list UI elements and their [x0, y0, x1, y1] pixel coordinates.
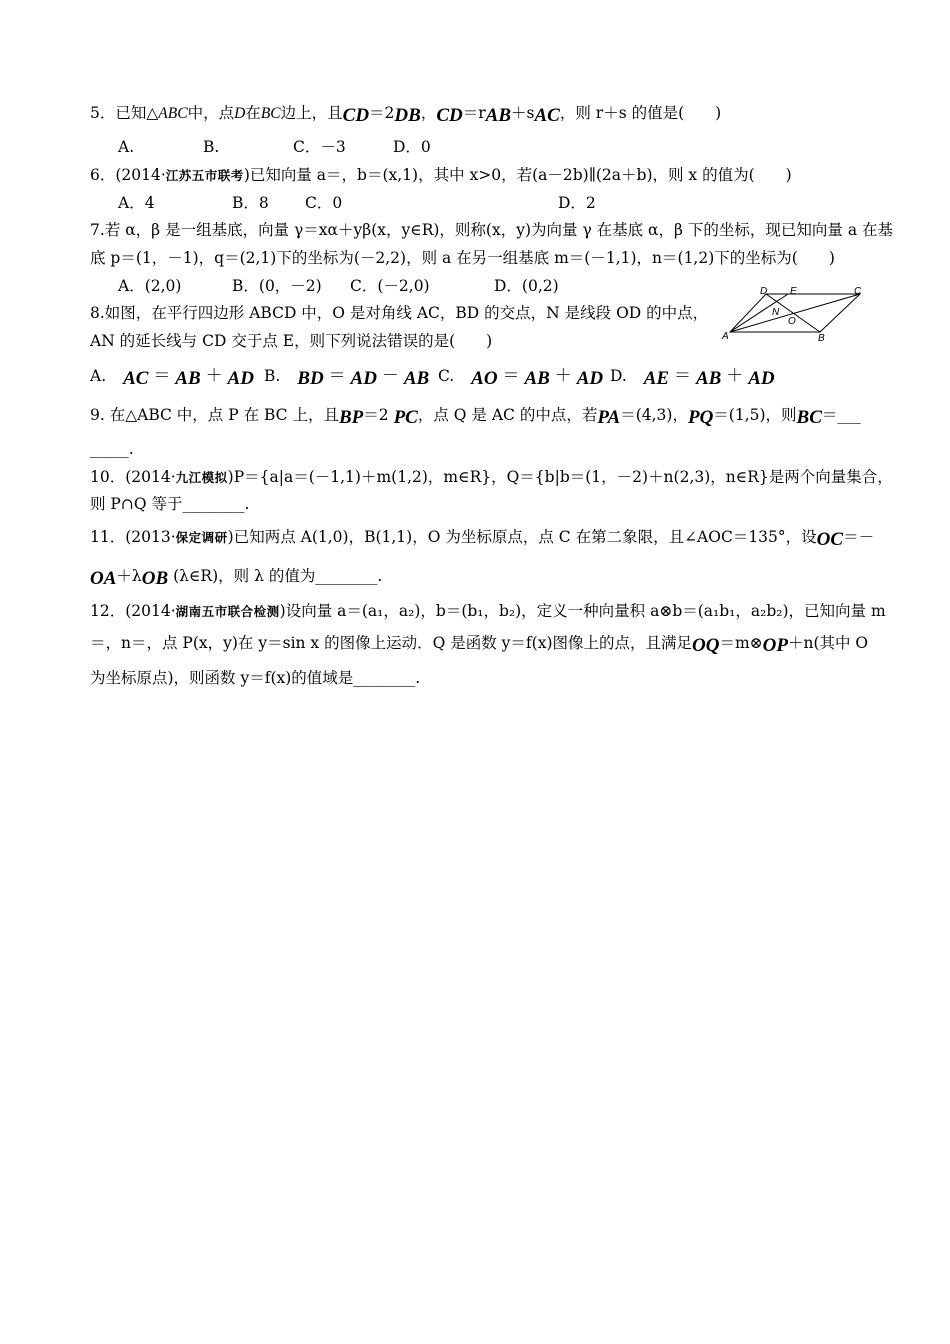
text: ，则 r＋s 的值是( )	[559, 104, 722, 122]
vector: DB	[394, 105, 421, 126]
problem-9-line-2: _____.	[90, 440, 134, 458]
text: ＋s	[511, 104, 535, 122]
vector: AB	[175, 368, 201, 389]
source-tag: 江苏五市联考	[165, 168, 244, 183]
text: ＝r	[462, 104, 486, 122]
problem-7-line-2: 底 p＝(1，－1)，q＝(2,1)下的坐标为(－2,2)，则 a 在另一组基底 m＝(－1,1)，n＝(1,2)下的坐标为( )	[90, 249, 835, 267]
text: (λ∈R)，则 λ 的值为________.	[173, 567, 383, 585]
vector: BD	[297, 368, 324, 389]
text: ＋	[205, 366, 223, 386]
problem-6-option-d: D．2	[558, 194, 596, 212]
vector: PQ	[687, 407, 714, 428]
problem-5-stem	[90, 102, 721, 125]
problem-8-option-c	[438, 365, 603, 387]
problem-12-line-2	[90, 632, 868, 654]
text: BC	[260, 105, 281, 122]
problem-5-option-c: C．－3	[293, 138, 346, 156]
label-e: E	[790, 286, 797, 297]
problem-7-option-b: B．(0，－2)	[232, 277, 322, 295]
problem-7-option-c: C．(－2,0)	[350, 277, 430, 295]
source-tag: 保定调研	[175, 530, 228, 545]
problem-6-option-b: B．8	[232, 194, 269, 212]
option-label: D.	[610, 367, 627, 385]
problem-7-line-1: 7.若 α，β 是一组基底，向量 γ＝xα＋yβ(x，y∈R)，则称(x，y)为向量 γ 在基底 α，β 下的坐标，现已知向量 a 在基	[90, 221, 894, 239]
text: D	[234, 105, 246, 122]
text: 中，点	[187, 104, 235, 122]
problem-8-option-a	[90, 365, 254, 387]
problem-10-line-1	[90, 466, 893, 489]
vector: AB	[524, 368, 550, 389]
problem-11-line-2	[90, 565, 382, 587]
vector: OA	[90, 568, 117, 589]
vector: OP	[762, 635, 788, 656]
problem-10-line-2: 则 P∩Q 等于________.	[90, 495, 250, 513]
problem-6-option-a: A．4	[118, 194, 155, 212]
problem-5-option-d: D．0	[393, 138, 431, 156]
text: ，	[420, 104, 437, 122]
vector: BP	[338, 407, 364, 428]
problem-11-line-1	[90, 526, 874, 549]
text: 11．(2013·	[90, 528, 176, 546]
label-c: C	[854, 286, 862, 297]
vector: BC	[796, 407, 822, 428]
text: ＝2	[363, 406, 389, 424]
problem-9-line-1	[90, 404, 861, 426]
text: ＝2	[369, 104, 395, 122]
text: )已知两点 A(1,0)，B(1,1)，O 为坐标原点，点 C 在第二象限，且∠AOC＝135°，设	[227, 528, 817, 546]
text: ＝___	[821, 406, 861, 424]
source-tag: 九江模拟	[175, 470, 228, 485]
text: －	[381, 366, 399, 386]
vector: AO	[471, 368, 498, 389]
text: ＋n(其中 O	[787, 634, 869, 652]
text: 10．(2014·	[90, 468, 176, 486]
vector: CD	[436, 105, 463, 126]
vector: OC	[816, 529, 844, 550]
vector: CD	[342, 105, 370, 126]
problem-8-line-1: 8.如图，在平行四边形 ABCD 中，O 是对角线 AC，BD 的交点，N 是线段 OD 的中点，	[90, 304, 709, 322]
text: )P＝{a|a＝(－1,1)＋m(1,2)，m∈R}，Q＝{b|b＝(1，－2)＋n(2,3)，n∈R}是两个向量集合，	[227, 468, 893, 486]
text: ＋λ	[116, 567, 142, 585]
parallelogram-figure	[720, 284, 870, 344]
vector: AB	[695, 368, 722, 389]
vector: AD	[227, 368, 254, 389]
option-label: B.	[264, 367, 281, 385]
option-label: A.	[90, 367, 107, 385]
vector: AD	[748, 368, 775, 389]
text: )已知向量 a＝，b＝(x,1)，其中 x>0，若(a－2b)∥(2a＋b)，则 x 的值为( )	[243, 166, 792, 184]
problem-8-option-b	[264, 365, 429, 387]
vector: AE	[643, 368, 670, 389]
vector: AD	[576, 368, 604, 389]
text: ，点 Q 是 AC 的中点，若	[417, 406, 598, 424]
text: 边上，且	[280, 104, 343, 122]
text: ＝，n＝，点 P(x，y)在 y＝sin x 的图像上运动．Q 是函数 y＝f(x)图像上的点，且满足	[90, 634, 692, 652]
text: ＝(1,5)，则	[713, 406, 797, 424]
problem-12-line-3: 为坐标原点)，则函数 y＝f(x)的值域是________.	[90, 669, 421, 687]
problem-6-option-c: C．0	[305, 194, 343, 212]
problem-6-stem	[90, 164, 792, 187]
segment-ae	[730, 294, 788, 332]
vector: AB	[485, 105, 512, 126]
vector: PC	[393, 407, 418, 428]
text: ABC	[158, 105, 188, 122]
text: ＝－	[843, 528, 875, 546]
vector: OB	[141, 568, 169, 589]
option-label: C.	[438, 367, 455, 385]
label-o: O	[788, 316, 796, 327]
vector: AD	[350, 368, 377, 389]
text: 9. 在△ABC 中，点 P 在 BC 上，且	[90, 406, 339, 424]
problem-7-option-d: D．(0,2)	[494, 277, 559, 295]
vector: AC	[534, 105, 560, 126]
text: ＝	[153, 366, 171, 386]
problem-8-option-d	[610, 365, 775, 387]
text: ＝m⊗	[719, 634, 763, 652]
text: )设向量 a＝(a₁，a₂)，b＝(b₁，b₂)，定义一种向量积 a⊗b＝(a₁b₁，a₂b₂)，已知向量 m	[279, 602, 886, 620]
text: ＝	[328, 366, 346, 386]
problem-7-option-a: A．(2,0)	[118, 277, 182, 295]
source-tag: 湖南五市联合检测	[175, 604, 280, 619]
text: ＝	[674, 366, 692, 386]
problem-12-line-1	[90, 600, 886, 623]
text: ＝	[502, 366, 520, 386]
text: 6．(2014·	[90, 166, 166, 184]
label-a: A	[722, 331, 729, 342]
vector: AB	[403, 368, 430, 389]
vector: PA	[597, 407, 621, 428]
text: ＋	[726, 366, 744, 386]
text: ＝(4,3)，	[620, 406, 688, 424]
label-n: N	[772, 307, 780, 318]
text: 在	[245, 104, 261, 122]
label-d: D	[760, 286, 768, 297]
text: ＋	[554, 366, 572, 386]
text: 5．已知△	[90, 104, 159, 122]
problem-5-option-b: B.	[203, 138, 220, 156]
vector: OQ	[692, 635, 720, 656]
problem-5-option-a: A.	[118, 138, 135, 156]
label-b: B	[818, 333, 825, 344]
text: 12．(2014·	[90, 602, 176, 620]
vector: AC	[123, 368, 149, 389]
problem-8-line-2: AN 的延长线与 CD 交于点 E，则下列说法错误的是( )	[90, 332, 493, 350]
